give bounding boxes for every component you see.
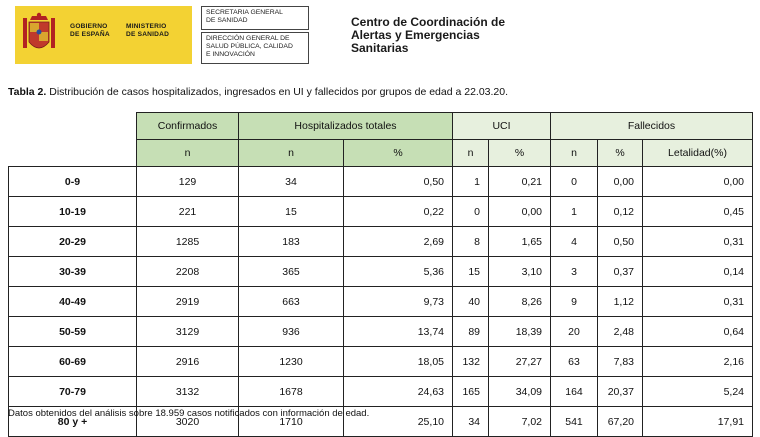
table-cell: 0,50: [344, 167, 453, 197]
secretaria-general-box: SECRETARIA GENERAL DE SANIDAD: [201, 6, 309, 30]
subheader-cell: n: [239, 140, 344, 167]
table-cell: 0: [551, 167, 598, 197]
age-group-label: 30-39: [9, 257, 137, 287]
table-cell: 9: [551, 287, 598, 317]
table-cell: 3,10: [489, 257, 551, 287]
subheader-cell: n: [453, 140, 489, 167]
table-cell: 1285: [137, 227, 239, 257]
age-group-label: 20-29: [9, 227, 137, 257]
table-cell: 0,00: [598, 167, 643, 197]
table-cell: 129: [137, 167, 239, 197]
table-cell: 27,27: [489, 347, 551, 377]
centro-coordinacion-title: Centro de Coordinación de Alertas y Emergencias Sanitarias: [351, 15, 506, 55]
table-cell: 40: [453, 287, 489, 317]
age-group-label: 60-69: [9, 347, 137, 377]
table-cell: 164: [551, 377, 598, 407]
table-cell: 8,26: [489, 287, 551, 317]
table-cell: 0,22: [344, 197, 453, 227]
table-cell: 7,83: [598, 347, 643, 377]
table-row: [9, 317, 753, 347]
table-cell: 1230: [239, 347, 344, 377]
table-cell: 0,37: [598, 257, 643, 287]
table-cell: 34,09: [489, 377, 551, 407]
group-header-uci: UCI: [453, 113, 551, 140]
table-cell: 541: [551, 407, 598, 437]
table-cell: 2,69: [344, 227, 453, 257]
subheader-cell: %: [489, 140, 551, 167]
table-cell: 25,10: [344, 407, 453, 437]
age-group-label: 50-59: [9, 317, 137, 347]
table-cell: 183: [239, 227, 344, 257]
table-cell: 1710: [239, 407, 344, 437]
document-header: [0, 0, 760, 72]
table-cell: 0,50: [598, 227, 643, 257]
subheader-cell: n: [551, 140, 598, 167]
table-cell: 0: [453, 197, 489, 227]
table-cell: 4: [551, 227, 598, 257]
table-cell: 1: [453, 167, 489, 197]
age-group-label: 70-79: [9, 377, 137, 407]
subheader-cell: %: [344, 140, 453, 167]
table-cell: 2208: [137, 257, 239, 287]
subheader-row: [9, 140, 753, 167]
table-cell: 0,00: [489, 197, 551, 227]
hospitalization-table: [8, 112, 753, 437]
table-cell: 18,05: [344, 347, 453, 377]
ministerio-de-sanidad-text: MINISTERIO DE SANIDAD: [126, 23, 170, 38]
empty-corner-cell: [9, 140, 137, 167]
subheader-cell: %: [598, 140, 643, 167]
table-caption-label: Tabla 2.: [8, 86, 47, 98]
age-group-label: 80 y +: [9, 407, 137, 437]
table-cell: 165: [453, 377, 489, 407]
table-row: [9, 227, 753, 257]
table-cell: 3020: [137, 407, 239, 437]
group-header-fallecidos: Fallecidos: [551, 113, 753, 140]
table-cell: 0,31: [643, 227, 753, 257]
table-cell: 89: [453, 317, 489, 347]
table-cell: 2916: [137, 347, 239, 377]
table-cell: 1678: [239, 377, 344, 407]
table-cell: 0,31: [643, 287, 753, 317]
table-cell: 34: [239, 167, 344, 197]
direccion-general-box: DIRECCIÓN GENERAL DE SALUD PÚBLICA, CALIDAD E INNOVACIÓN: [201, 32, 309, 64]
table-cell: 1,65: [489, 227, 551, 257]
table-cell: 936: [239, 317, 344, 347]
group-header-row: [9, 113, 753, 140]
table-cell: 63: [551, 347, 598, 377]
age-group-label: 40-49: [9, 287, 137, 317]
table-cell: 8: [453, 227, 489, 257]
table-cell: 0,21: [489, 167, 551, 197]
table-row: [9, 197, 753, 227]
table-cell: 7,02: [489, 407, 551, 437]
table-cell: 34: [453, 407, 489, 437]
table-cell: 3132: [137, 377, 239, 407]
table-cell: 663: [239, 287, 344, 317]
table-caption: [8, 86, 508, 98]
table-row: [9, 347, 753, 377]
table-cell: 0,45: [643, 197, 753, 227]
table-cell: 18,39: [489, 317, 551, 347]
table-cell: 20: [551, 317, 598, 347]
table-cell: 3129: [137, 317, 239, 347]
table-cell: 5,36: [344, 257, 453, 287]
age-group-label: 10-19: [9, 197, 137, 227]
table-row: [9, 287, 753, 317]
group-header-confirmados: Confirmados: [137, 113, 239, 140]
table-cell: 9,73: [344, 287, 453, 317]
table-row: [9, 377, 753, 407]
coat-of-arms-icon: [20, 12, 58, 58]
table-cell: 17,91: [643, 407, 753, 437]
table-cell: 13,74: [344, 317, 453, 347]
table-cell: 20,37: [598, 377, 643, 407]
table-cell: 0,64: [643, 317, 753, 347]
table-cell: 15: [453, 257, 489, 287]
table-cell: 0,14: [643, 257, 753, 287]
table-cell: 1: [551, 197, 598, 227]
age-group-label: 0-9: [9, 167, 137, 197]
table-cell: 3: [551, 257, 598, 287]
empty-corner-cell: [9, 113, 137, 140]
table-cell: 67,20: [598, 407, 643, 437]
table-cell: 0,12: [598, 197, 643, 227]
table-body: [9, 167, 753, 437]
table-cell: 2,16: [643, 347, 753, 377]
table-cell: 132: [453, 347, 489, 377]
table-cell: 1,12: [598, 287, 643, 317]
table-cell: 15: [239, 197, 344, 227]
table-cell: 5,24: [643, 377, 753, 407]
table-footnote: Datos obtenidos del análisis sobre 18.959 casos notificados con información de edad.: [8, 408, 370, 419]
table-cell: 24,63: [344, 377, 453, 407]
table-cell: 365: [239, 257, 344, 287]
group-header-hospitalizados: Hospitalizados totales: [239, 113, 453, 140]
subheader-cell: Letalidad(%): [643, 140, 753, 167]
table-cell: 2,48: [598, 317, 643, 347]
subheader-cell: n: [137, 140, 239, 167]
table-row: [9, 257, 753, 287]
gobierno-de-espana-text: GOBIERNO DE ESPAÑA: [70, 23, 110, 38]
table-cell: 2919: [137, 287, 239, 317]
table-cell: 221: [137, 197, 239, 227]
table-caption-text: Distribución de casos hospitalizados, ingresados en UI y fallecidos por grupos de edad a 22.03.20.: [46, 86, 509, 98]
table-cell: 0,00: [643, 167, 753, 197]
table-row: [9, 167, 753, 197]
